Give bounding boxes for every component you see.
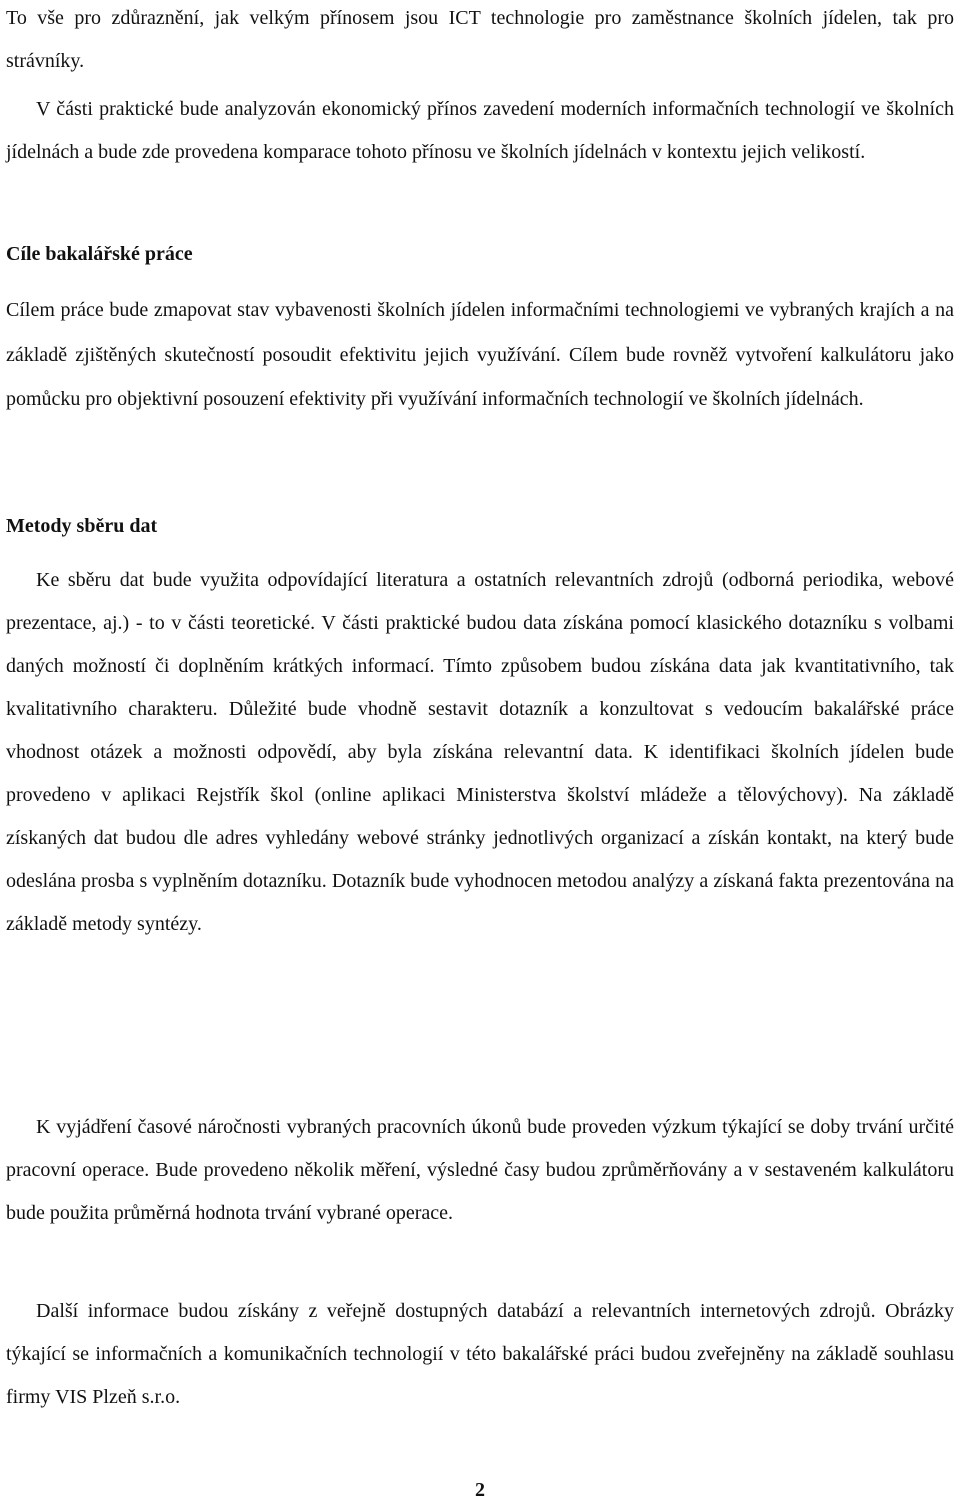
paragraph-practical-part: V části praktické bude analyzován ekonomický přínos zavedení moderních informačních technologií ve školních jídelnách a bude zde provedena komparace tohoto přínosu ve školních jídelnách v kontextu jejich velikostí. [6, 98, 954, 163]
heading-goals: Cíle bakalářské práce [6, 243, 193, 265]
paragraph-intro-tail: To vše pro zdůraznění, jak velkým přínosem jsou ICT technologie pro zaměstnance školních jídelen, tak pro strávníky. [6, 7, 954, 72]
page-number: 2 [475, 1479, 485, 1501]
paragraph-other-sources: Další informace budou získány z veřejně dostupných databází a relevantních internetových zdrojů. Obrázky týkající se informačních a komunikačních technologií v této bakalářské práci budou zveřejněny na základě souhlasu firmy VIS Plzeň s.r.o. [6, 1300, 954, 1408]
heading-methods: Metody sběru dat [6, 515, 158, 537]
paragraph-methods: Ke sběru dat bude využita odpovídající literatura a ostatních relevantních zdrojů (odborná periodika, webové prezentace, aj.) - to v části teoretické. V části praktické budou data získána pomocí klasického dotazníku s volbami daných možností či doplněním krátkých informací. Tímto způsobem budou získána data jak kvantitativního, tak kvalitativního charakteru. Důležité bude vhodně sestavit dotazník a konzultovat s vedoucím bakalářské práce vhodnost otázek a možnosti odpovědí, aby byla získána relevantní data. K identifikaci školních jídelen bude provedeno v aplikaci Rejstřík škol (online aplikaci Ministerstva školství mládeže a tělovýchovy). Na základě získaných dat budou dle adres vyhledány webové stránky jednotlivých organizací a získán kontakt, na který bude odeslána prosba s vyplněním dotazníku. Dotazník bude vyhodnocen metodou analýzy a získaná fakta prezentována na základě metody syntézy. [6, 569, 954, 935]
paragraph-goals: Cílem práce bude zmapovat stav vybavenosti školních jídelen informačními technologiemi ve vybraných krajích a na základě zjištěných skutečností posoudit efektivitu jejich využívání. Cílem bude rovněž vytvoření kalkulátoru jako pomůcku pro objektivní posouzení efektivity při využívání informačních technologií ve školních jídelnách. [6, 299, 954, 410]
paragraph-time-research: K vyjádření časové náročnosti vybraných pracovních úkonů bude proveden výzkum týkající se doby trvání určité pracovní operace. Bude provedeno několik měření, výsledné časy budou zprůměrňovány a v sestaveném kalkulátoru bude použita průměrná hodnota trvání vybrané operace. [6, 1116, 954, 1224]
